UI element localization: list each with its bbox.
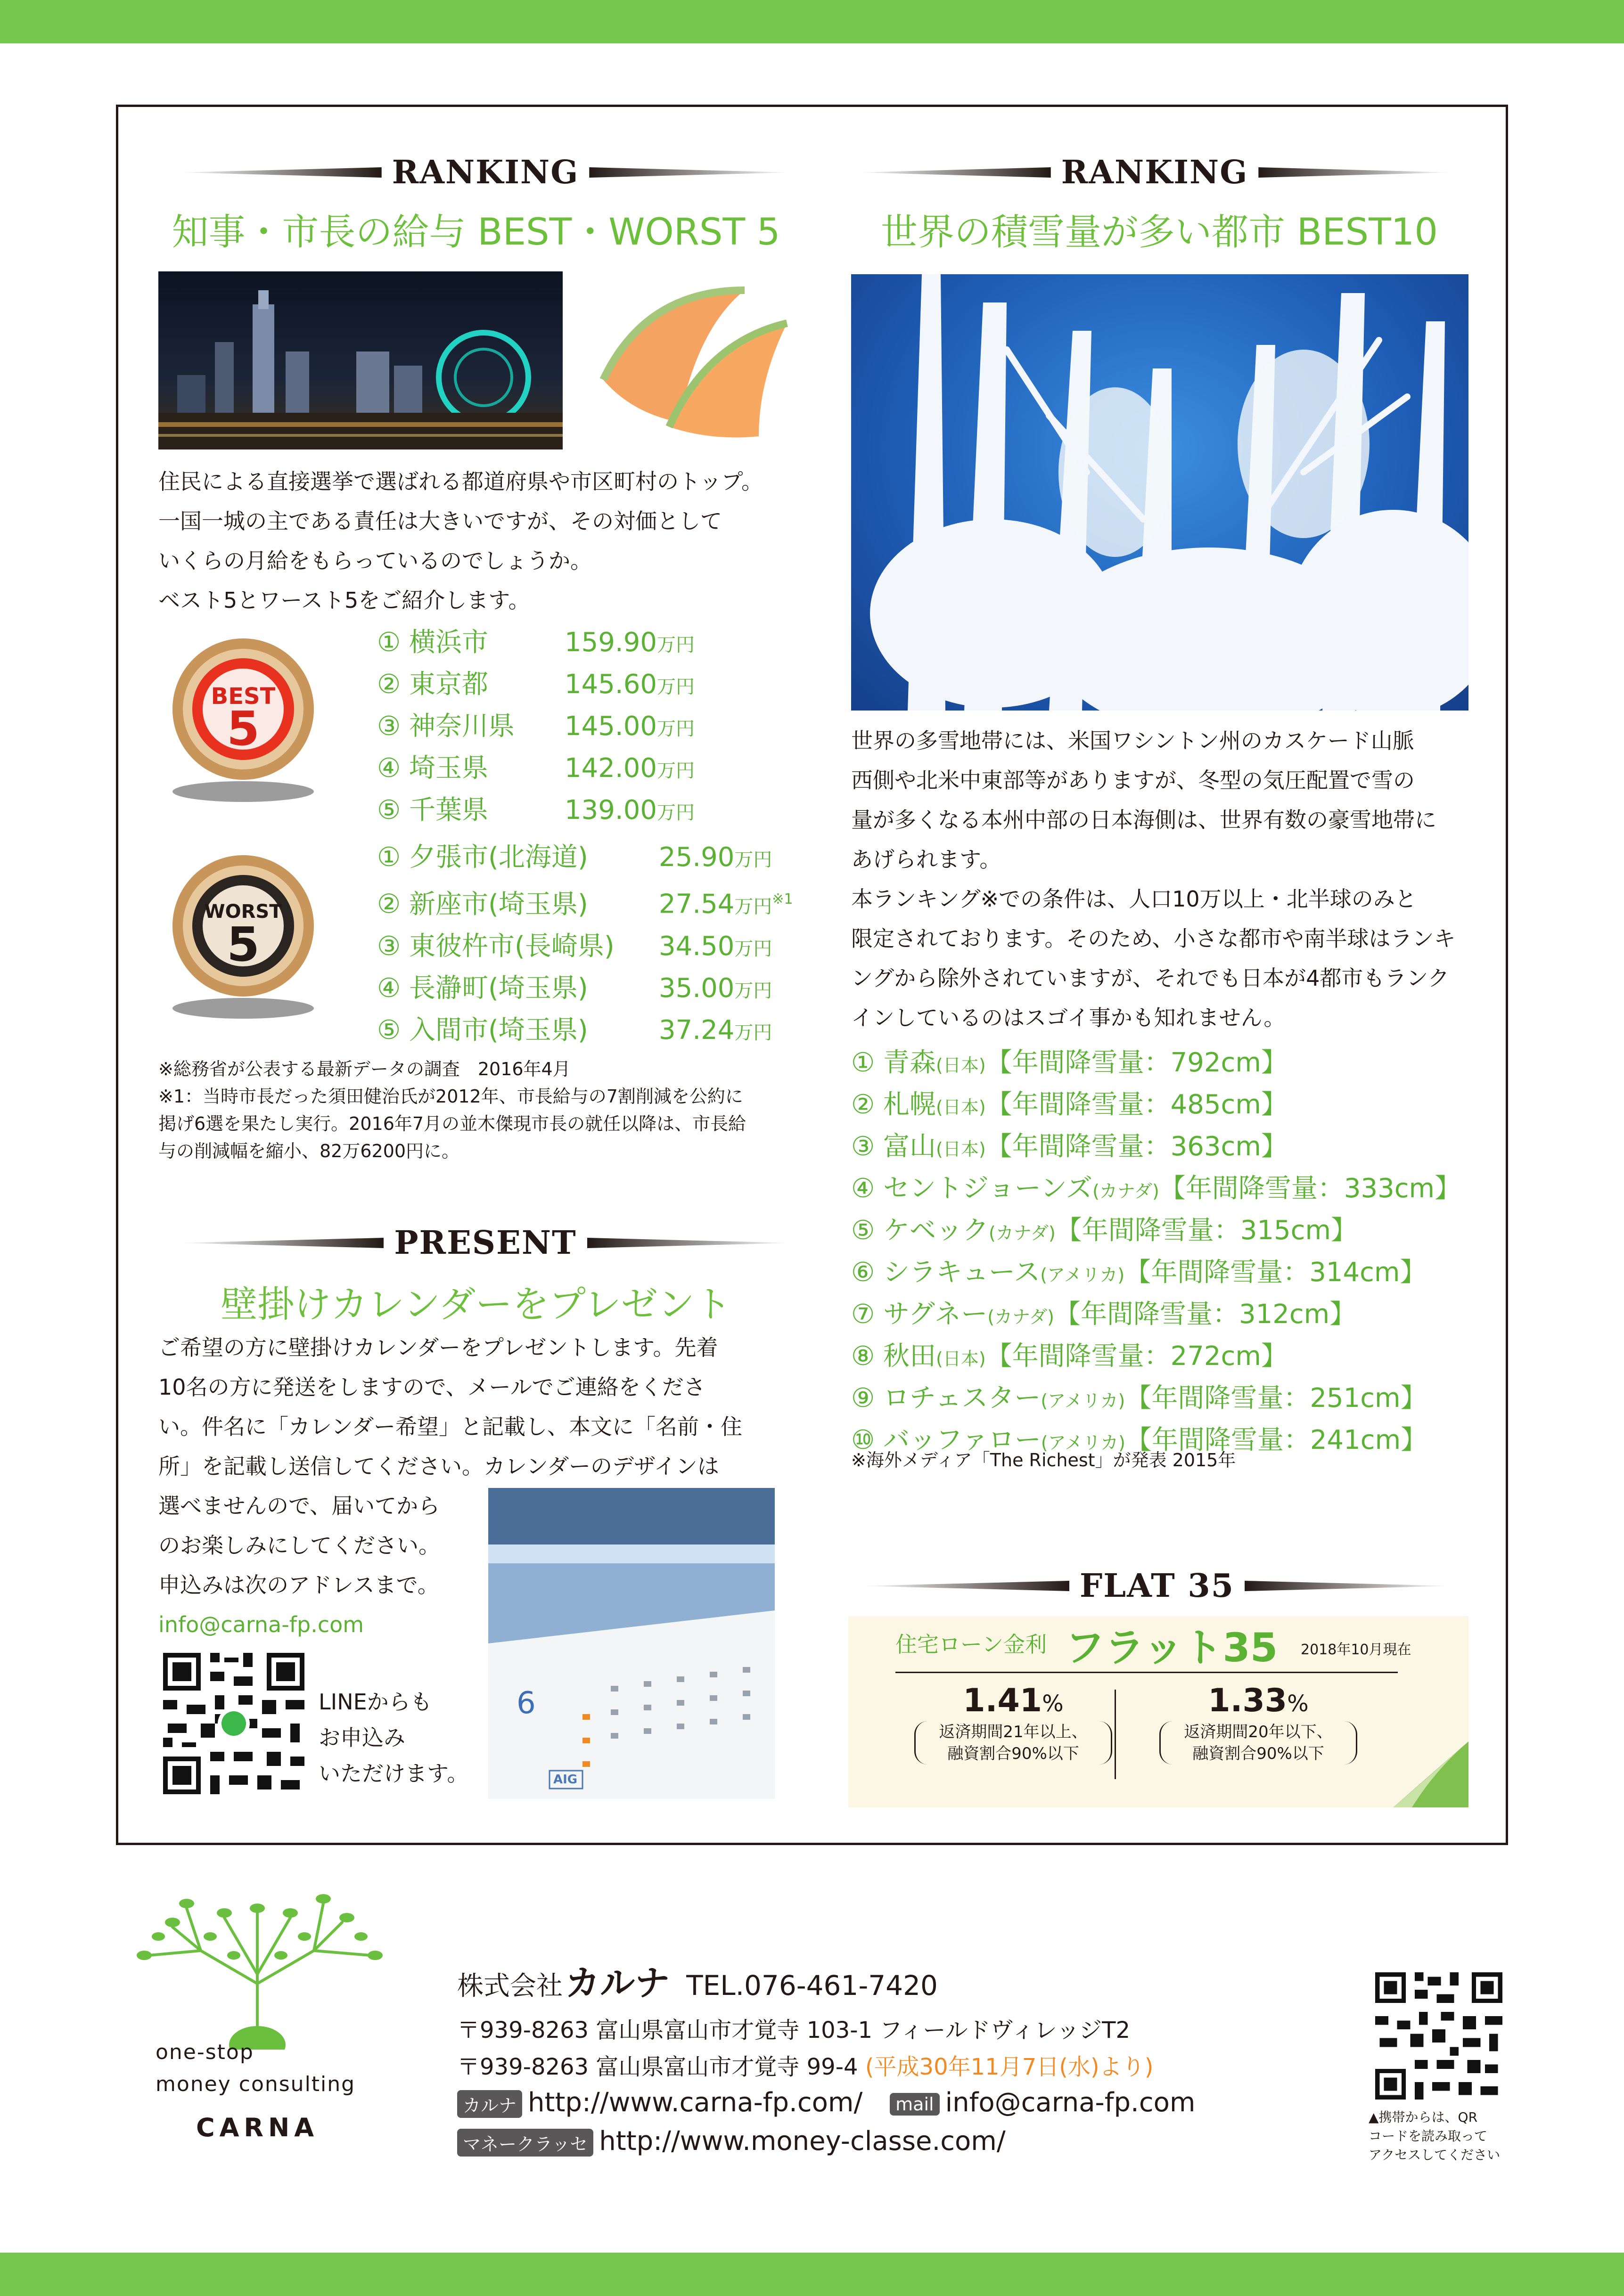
ornament-left (179, 1238, 384, 1248)
flat35-heading (862, 1567, 1452, 1605)
rate-1-conditions (914, 1721, 1112, 1765)
ranking-right-title: 世界の積雪量が多い都市 BEST10 (881, 211, 1438, 253)
best-badge-number: 5 (227, 701, 260, 756)
flat35-panel (848, 1616, 1468, 1807)
intro-line: ベスト5とワースト5をご紹介します。 (158, 588, 530, 613)
rate-2-cond: 融資割合90%以下 (1192, 1744, 1324, 1763)
worst-badge-number: 5 (227, 917, 260, 972)
snow-text-line: あげられます。 (851, 847, 1001, 872)
present-title: 壁掛けカレンダーをプレゼント (221, 1283, 731, 1326)
ornament-left (862, 1581, 1069, 1591)
worst-row: ④ 長瀞町(埼玉県) 35.00万円 (377, 972, 772, 1004)
flat35-divider (895, 1672, 1398, 1673)
best-row: ① 横浜市 159.90万円 (377, 627, 695, 658)
line-apply-text (319, 1684, 468, 1791)
snow-ranking-list (851, 1043, 1461, 1463)
flat35-rate-2 (1140, 1682, 1376, 1765)
snow-ranking-note: ※海外メディア「The Richest」が発表 2015年 (851, 1450, 1236, 1471)
worst-5-list (377, 838, 793, 1053)
snow-text-line: 西側や北米中東部等がありますが、冬型の気圧配置で雪の (851, 768, 1415, 793)
worst-row: ③ 東彼杵市(長崎県) 34.50万円 (377, 931, 772, 962)
snow-text-line: 世界の多雪地帯には、米国ワシントン州のカスケード山脈 (851, 728, 1414, 753)
address-2-line (457, 2049, 1153, 2081)
present-heading (179, 1224, 792, 1262)
intro-line: いくらの月給をもらっているのでしょうか。 (158, 548, 592, 573)
snow-rank-row: ⑥ シラキュース(アメリカ)【年間降雪量：314cm】 (851, 1257, 1427, 1288)
page-curl-decoration (1393, 1741, 1468, 1807)
present-line: 申込みは次のアドレスまで。 (158, 1572, 439, 1598)
money-classe-url-link[interactable]: http://www.money-classe.com/ (599, 2126, 1006, 2157)
bottom-color-bar (0, 2253, 1624, 2296)
present-line: のお楽しみにしてください。 (158, 1533, 440, 1558)
ranking-right-text (851, 721, 1473, 1038)
calendar-brand-logo: AIG (553, 1773, 578, 1787)
address-2: 〒939-8263 富山県富山市才覚寺 99-4 (457, 2054, 858, 2080)
company-prefix: 株式会社 (457, 1971, 563, 2002)
line-text-line: お申込み (319, 1725, 405, 1750)
ornament-left (179, 167, 382, 178)
rate-2-conditions (1159, 1721, 1357, 1765)
worst-row: ② 新座市(埼玉県) 27.54万円$^{※1}$ (377, 889, 793, 920)
rate-2-unit: % (1287, 1691, 1309, 1717)
website-qr-code[interactable] (1375, 1972, 1502, 2100)
ornament-right (1258, 167, 1452, 178)
rate-1-cond: 返済期間21年以上、 (939, 1723, 1088, 1741)
line-text-line: LINEからも (319, 1689, 432, 1715)
tree-logo-icon (116, 1889, 399, 2050)
snow-rank-row: ③ 富山(日本)【年間降雪量：363cm】 (851, 1131, 1288, 1162)
worst-5-badge (158, 848, 328, 1027)
company-name: カルナ (565, 1963, 670, 2003)
snow-rank-row: ⑧ 秋田(日本)【年間降雪量：272cm】 (851, 1341, 1288, 1372)
company-tel[interactable]: TEL.076-461-7420 (686, 1969, 938, 2002)
logo-tagline-1: one-stop (156, 2040, 254, 2064)
ornament-right (1245, 1581, 1452, 1591)
ranking-left-heading (179, 154, 792, 191)
ornament-right (587, 1238, 792, 1248)
best-badge-label: BEST (211, 683, 276, 710)
ranking-left-notes (158, 1055, 818, 1165)
footnote-mark: ※1 (772, 891, 793, 907)
calendar-month: 6 (517, 1686, 536, 1721)
mail-tag: mail (890, 2093, 939, 2116)
best-5-list (377, 623, 695, 833)
snowy-trees-photo (851, 274, 1468, 711)
snow-rank-row: ⑨ ロチェスター(アメリカ)【年間降雪量：251cm】 (851, 1383, 1427, 1414)
rate-1-value: 1.41 (963, 1682, 1042, 1719)
ranking-right-heading-text: RANKING (1061, 154, 1248, 191)
snow-text-line: 量が多くなる本州中部の日本海側は、世界有数の豪雪地帯に (851, 807, 1436, 833)
snow-text-line: 本ランキング※での条件は、人口10万以上・北半球のみと (851, 886, 1417, 912)
night-city-photo (158, 271, 563, 449)
worst-badge-label: WORST (204, 901, 282, 923)
ranking-left-intro (158, 462, 809, 620)
snow-rank-row: ⑩ バッファロー(アメリカ)【年間降雪量：241cm】 (851, 1425, 1427, 1455)
logo-tagline-2: money consulting (156, 2072, 356, 2096)
top-color-bar (0, 0, 1624, 43)
carna-tag: カルナ (457, 2090, 522, 2118)
footer-email-link[interactable]: info@carna-fp.com (945, 2087, 1196, 2118)
money-classe-tag: マネークラッセ (457, 2129, 593, 2157)
worst-row: ① 夕張市(北海道) 25.90万円 (377, 842, 772, 873)
note-line: ※総務省が公表する最新データの調査 2016年4月 (158, 1059, 571, 1079)
address-1: 〒939-8263 富山県富山市才覚寺 103-1 フィールドヴィレッジT2 (457, 2017, 1131, 2043)
line-qr-code[interactable] (158, 1648, 309, 1799)
present-line: い。件名に「カレンダー希望」と記載し、本文に「名前・住 (158, 1414, 743, 1439)
ranking-left-title: 知事・市長の給与 BEST・WORST 5 (172, 211, 780, 253)
rate-1-cond: 融資割合90%以下 (947, 1744, 1079, 1763)
web-mail-line (457, 2087, 1195, 2118)
qr-note-line: コードを読み取って (1369, 2128, 1488, 2144)
snow-rank-row: ④ セントジョーンズ(カナダ)【年間降雪量：333cm】 (851, 1173, 1461, 1204)
logo-name: CARNA (196, 2113, 319, 2142)
best-row: ② 東京都 145.60万円 (377, 669, 695, 700)
flat35-rate-1 (895, 1682, 1131, 1765)
intro-line: 一国一城の主である責任は大きいですが、その対価として (158, 508, 722, 534)
snow-rank-row: ⑤ ケベック(カナダ)【年間降雪量：315cm】 (851, 1215, 1358, 1246)
ranking-left-heading-text: RANKING (392, 154, 579, 191)
carna-url-link[interactable]: http://www.carna-fp.com/ (528, 2087, 863, 2118)
flat35-date: 2018年10月現在 (1301, 1642, 1411, 1658)
rate-1-unit: % (1042, 1691, 1064, 1717)
present-line: 10名の方に発送をしますので、メールでご連絡をくださ (158, 1374, 705, 1400)
company-line (457, 1955, 938, 2005)
snow-text-line: ングから除外されていますが、それでも日本が4都市もランク (851, 965, 1450, 991)
qr-instructions (1369, 2108, 1510, 2165)
qr-note-line: ▲携帯からは、QR (1369, 2109, 1478, 2125)
best-row: ③ 神奈川県 145.00万円 (377, 711, 695, 742)
present-line: 所」を記載し送信してください。カレンダーのデザインは (158, 1454, 719, 1479)
best-row: ⑤ 千葉県 139.00万円 (377, 795, 695, 825)
ornament-right (589, 167, 792, 178)
best-5-badge (158, 631, 328, 810)
line-text-line: いただけます。 (319, 1761, 469, 1786)
calendar-photo (488, 1488, 775, 1799)
ornament-left (858, 167, 1051, 178)
qr-note-line: アクセスしてください (1369, 2147, 1501, 2163)
snow-rank-row: ⑦ サグネー(カナダ)【年間降雪量：312cm】 (851, 1299, 1356, 1330)
present-line: 選べませんので、届いてから (158, 1493, 440, 1519)
note-line: ※1：当時市長だった須田健治氏が2012年、市長給与の7割削減を公約に (158, 1086, 743, 1107)
present-line: ご希望の方に壁掛けカレンダーをプレゼントします。先着 (158, 1335, 718, 1360)
rate-2-value: 1.33 (1208, 1682, 1288, 1719)
rate-separator (1115, 1690, 1116, 1779)
best-row: ④ 埼玉県 142.00万円 (377, 753, 695, 784)
snow-text-line: 限定されております。そのため、小さな都市や南半球はランキ (851, 926, 1456, 951)
rate-2-cond: 返済期間20年以下、 (1184, 1723, 1333, 1741)
melon-photo (589, 271, 796, 449)
money-classe-line (457, 2126, 1006, 2157)
note-line: 掲げ6選を果たし実行。2016年7月の並木傑現市長の就任以降は、市長給 (158, 1113, 746, 1134)
ranking-right-heading (858, 154, 1452, 191)
snow-rank-row: ② 札幌(日本)【年間降雪量：485cm】 (851, 1089, 1288, 1120)
snow-rank-row: ① 青森(日本)【年間降雪量：792cm】 (851, 1047, 1288, 1078)
present-email-link[interactable]: info@carna-fp.com (158, 1612, 364, 1637)
intro-line: 住民による直接選挙で選ばれる都道府県や市区町村のトップ。 (158, 469, 763, 494)
present-heading-text: PRESENT (394, 1224, 577, 1262)
flat35-name: フラット35 (1065, 1625, 1278, 1671)
note-line: 与の削減幅を縮小、82万6200円に。 (158, 1141, 460, 1161)
flat35-heading-text: FLAT 35 (1079, 1567, 1235, 1605)
flat35-label: 住宅ローン金利 (895, 1632, 1047, 1657)
address-2-note: (平成30年11月7日(水)より) (865, 2054, 1154, 2080)
worst-row: ⑤ 入間市(埼玉県) 37.24万円 (377, 1014, 772, 1046)
snow-text-line: インしているのはスゴイ事かも知れません。 (851, 1005, 1286, 1030)
